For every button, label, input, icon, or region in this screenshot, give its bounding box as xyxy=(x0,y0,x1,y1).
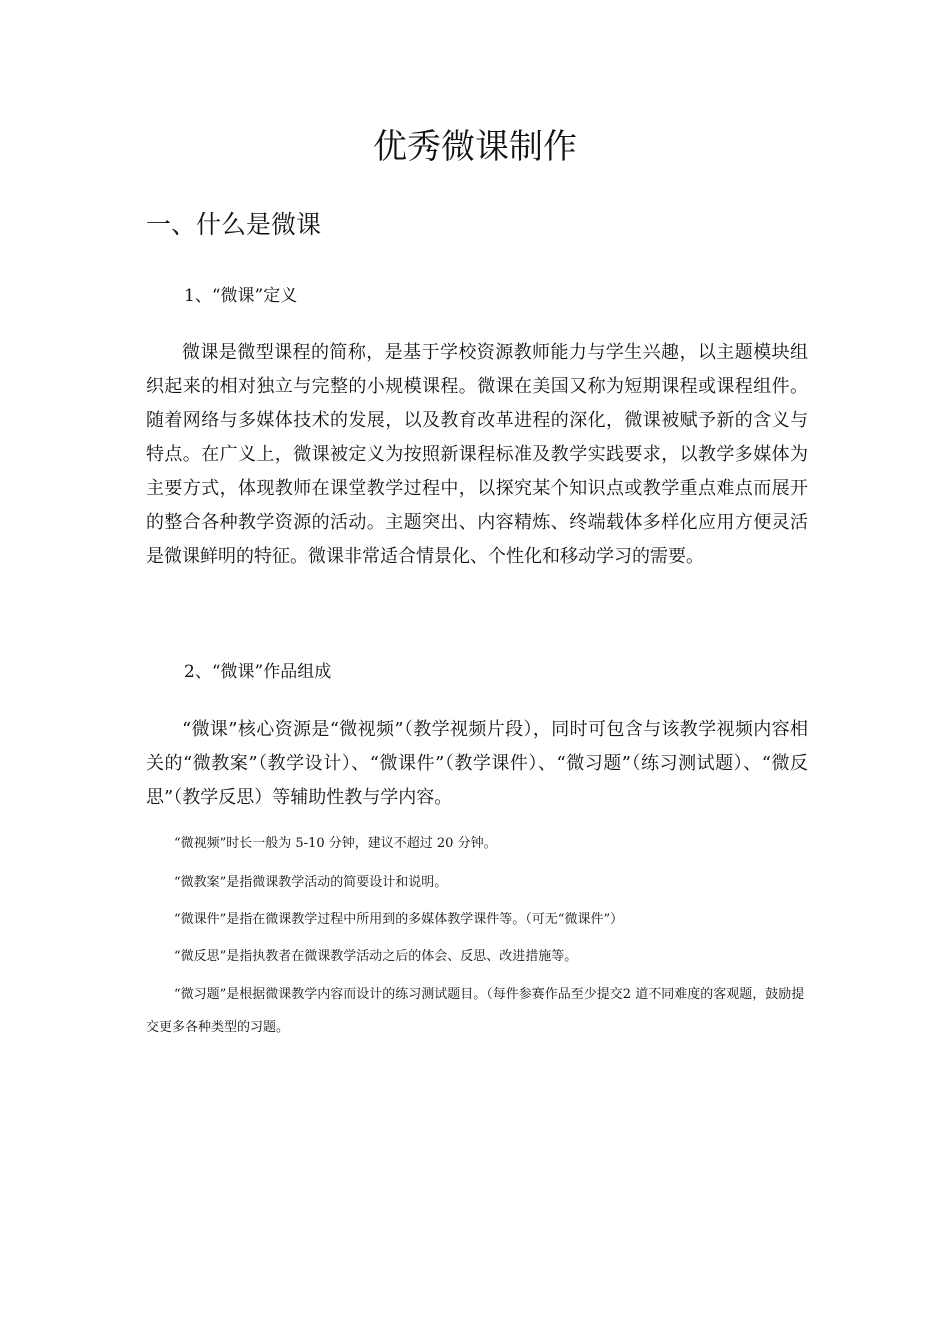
note-micro-courseware: “微课件”是指在微课教学过程中所用到的多媒体教学课件等。（可无“微课件”） xyxy=(174,912,624,927)
section-heading-what-is-microlecture: 一、什么是微课 xyxy=(146,210,322,239)
document-title: 优秀微课制作 xyxy=(373,127,577,167)
note-micro-exercises: “微习题”是根据微课教学内容而设计的练习测试题目。（每件参赛作品至少提交2 道不同难度的客观题，鼓励提交更多各种类型的习题。 xyxy=(146,987,805,1035)
note-micro-reflection: “微反思”是指执教者在微课教学活动之后的体会、反思、改进措施等。 xyxy=(174,949,578,964)
note-micro-lesson-plan: “微教案”是指微课教学活动的简要设计和说明。 xyxy=(174,875,448,890)
components-paragraph: “微课”核心资源是“微视频”（教学视频片段），同时可包含与该教学视频内容相关的“微教案”（教学设计）、“微课件”（教学课件）、“微习题”（练习测试题）、“微反思”（教学反思）等辅助性教与学内容。 xyxy=(146,719,808,808)
note-micro-video: “微视频”时长一般为 5-10 分钟，建议不超过 20 分钟。 xyxy=(174,836,497,851)
subsection-heading-components: 2、“微课”作品组成 xyxy=(184,662,332,682)
subsection-heading-definition: 1、“微课”定义 xyxy=(184,286,298,306)
definition-paragraph: 微课是微型课程的简称，是基于学校资源教师能力与学生兴趣，以主题模块组织起来的相对独立与完整的小规模课程。微课在美国又称为短期课程或课程组件。随着网络与多媒体技术的发展，以及教育改革进程的深化，微课被赋予新的含义与特点。在广义上，微课被定义为按照新课程标准及教学实践要求，以教学多媒体为主要方式，体现教师在课堂教学过程中，以探究某个知识点或教学重点难点而展开的整合各种教学资源的活动。主题突出、内容精炼、终端载体多样化应用方便灵活是微课鲜明的特征。微课非常适合情景化、个性化和移动学习的需要。 xyxy=(146,342,808,567)
